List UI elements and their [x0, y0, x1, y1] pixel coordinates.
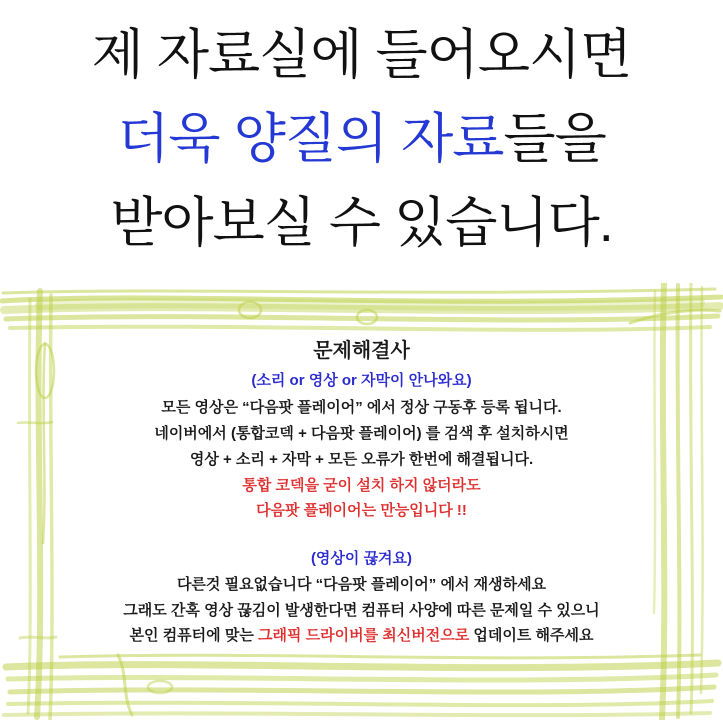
header-line-2 [0, 108, 723, 170]
section2-line: 그래도 간혹 영상 끊김이 발생한다면 컴퓨터 사양에 따른 문제일 수 있으니 [123, 602, 600, 619]
last-line-black-suffix: 업데이트 해주세요 [469, 627, 594, 644]
header-line-2-blue-text: 더욱 양질의 자료 [117, 109, 504, 169]
section2-last-line [0, 626, 723, 646]
section1-line: 네이버에서 (통합코덱 + 다음팟 플레이어) 를 검색 후 설치하시면 [154, 425, 569, 442]
box-title: 문제해결사 [313, 340, 410, 362]
section2-heading: (영상이 끊겨요) [310, 550, 413, 567]
section1-red-line: 다음팟 플레이어는 만능입니다 !! [256, 502, 467, 519]
header-line-2-black-text: 들을 [503, 109, 606, 169]
last-line-black-prefix: 본인 컴퓨터에 맞는 [129, 627, 258, 644]
header-line-3: 받아보실 수 있습니다. [110, 193, 613, 253]
section1-heading: (소리 or 영상 or 자막이 안나와요) [251, 372, 472, 389]
section1-line: 모든 영상은 “다음팟 플레이어” 에서 정상 구동후 등록 됩니다. [161, 399, 562, 416]
last-line-red-text: 그래픽 드라이버를 최신버전으로 [257, 627, 470, 644]
section1-line: 영상 + 소리 + 자막 + 모든 오류가 한번에 해결됩니다. [189, 451, 534, 468]
header-line-1: 제 자료실에 들어오시면 [91, 25, 632, 85]
section1-red-line: 통합 코덱을 굳이 설치 하지 않더라도 [242, 477, 481, 494]
section2-line: 다른것 필요없습니다 “다음팟 플레이어” 에서 재생하세요 [176, 576, 547, 593]
